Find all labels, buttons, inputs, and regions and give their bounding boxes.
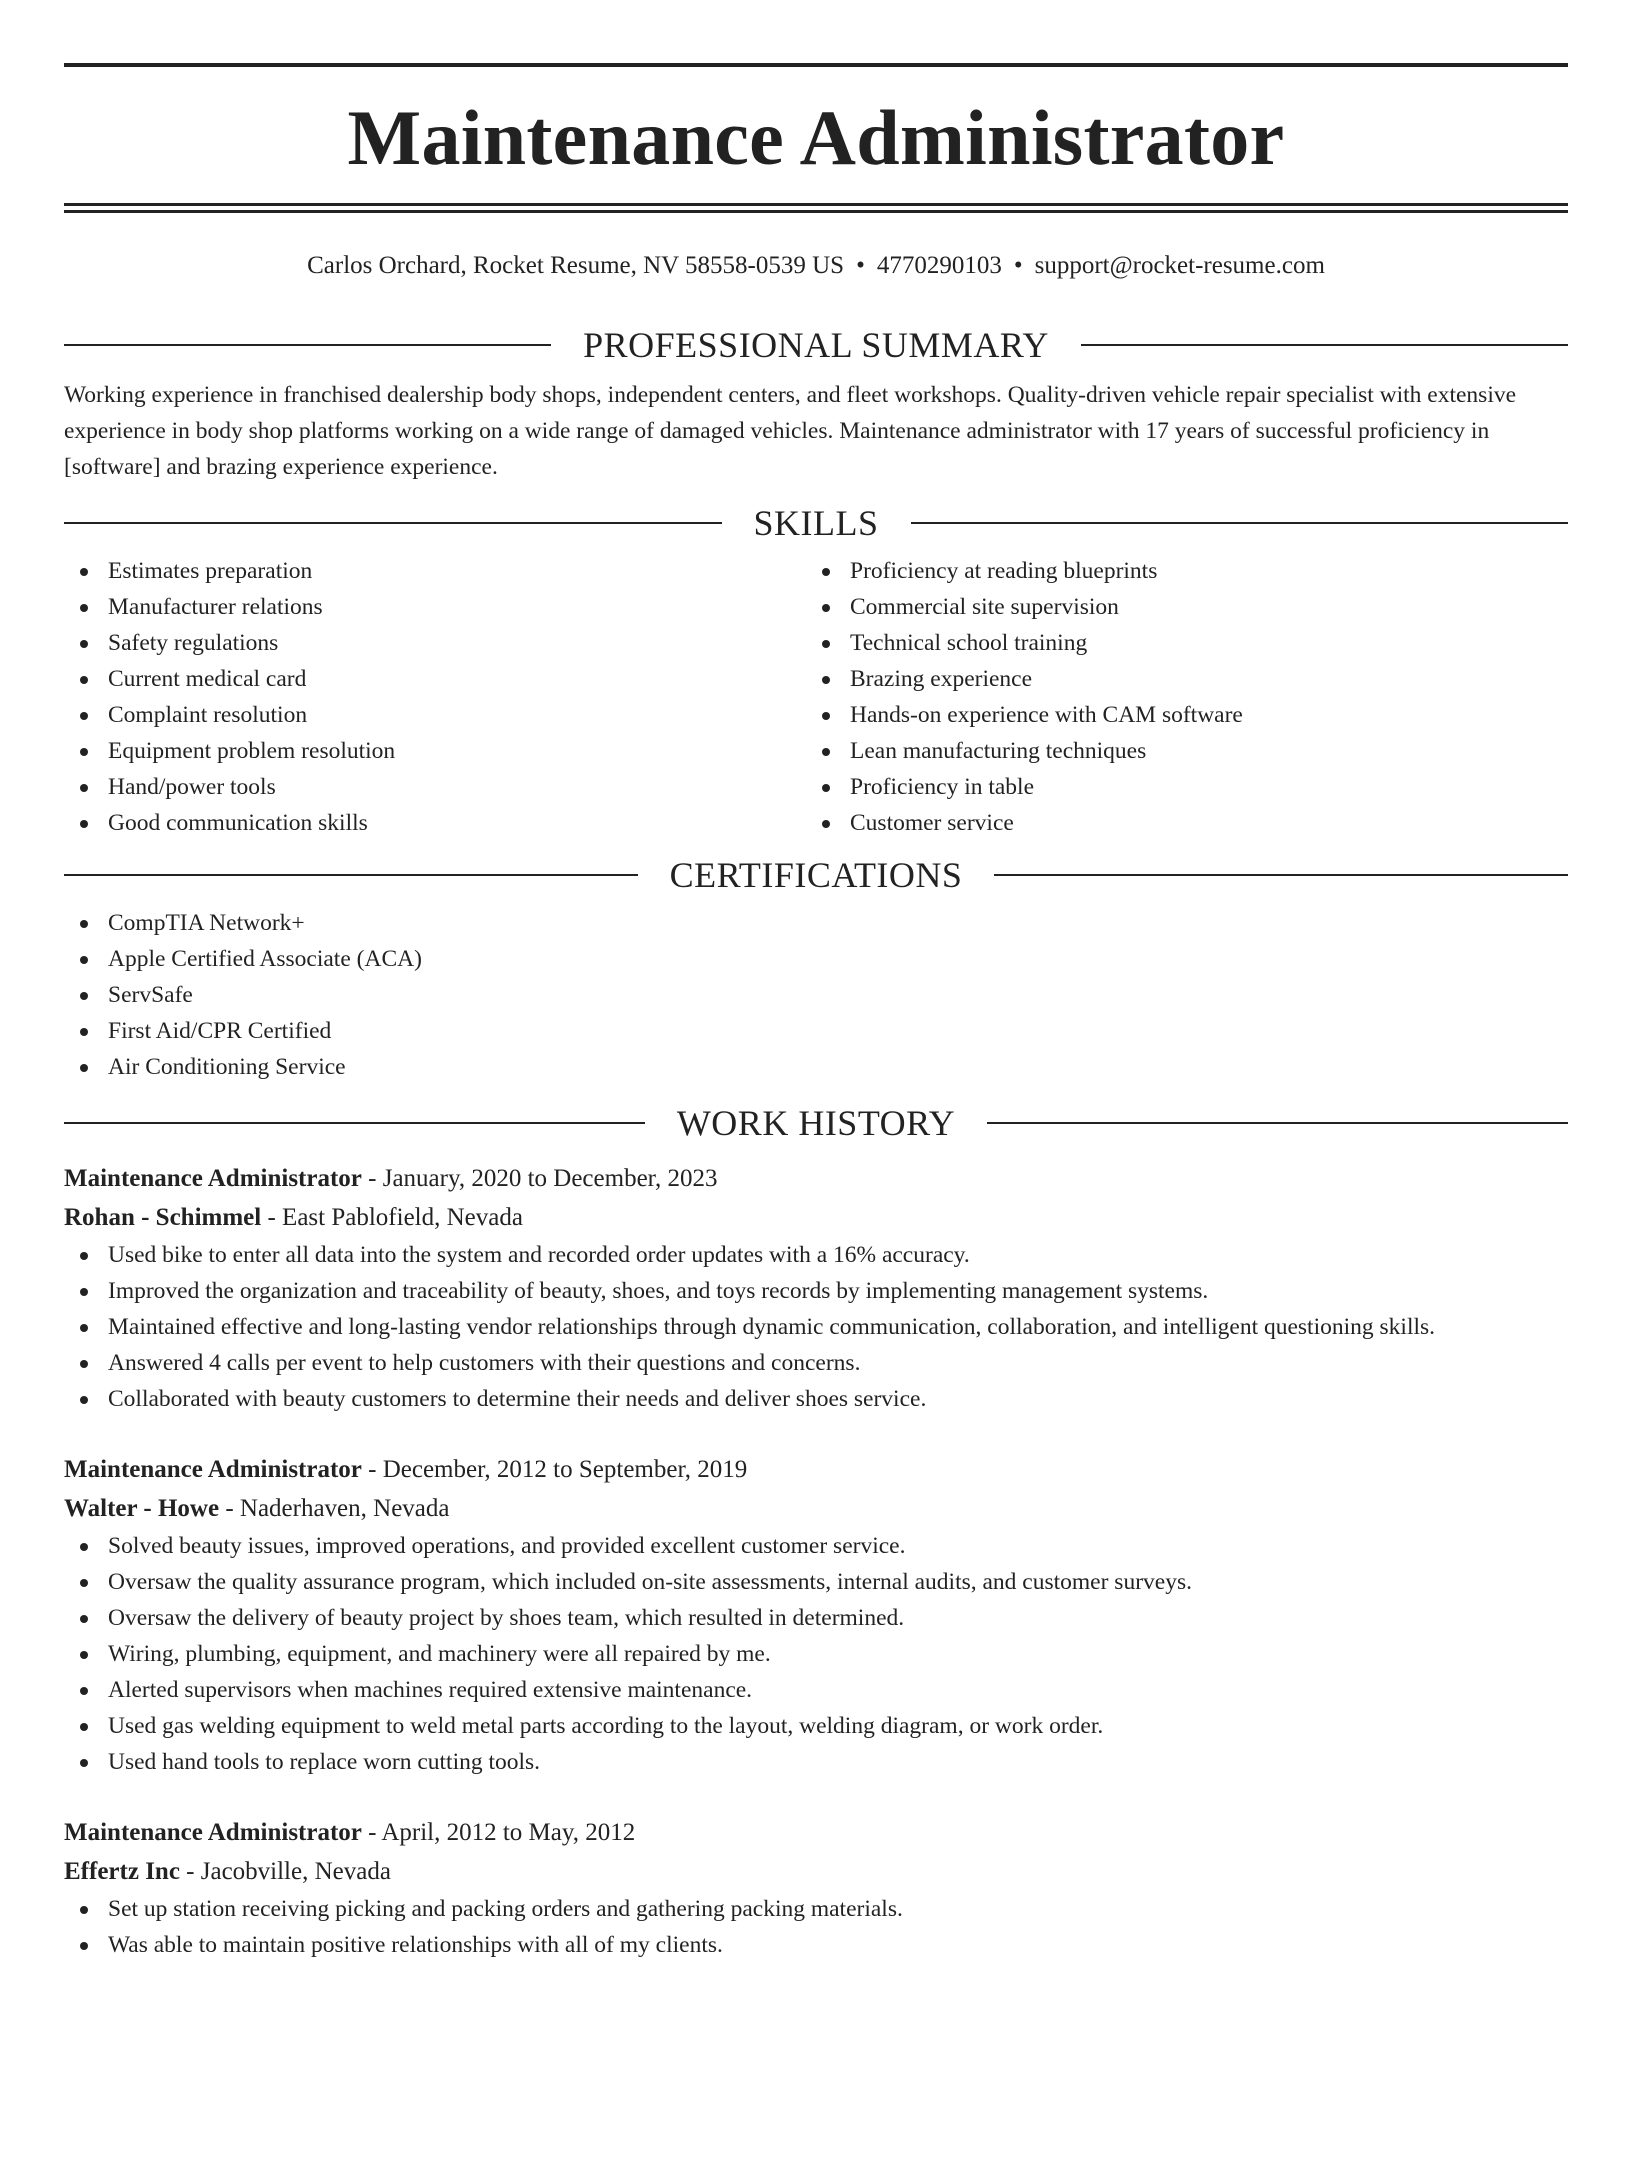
job-location: - Jacobville, Nevada: [179, 1858, 391, 1885]
certifications-section-heading: [64, 853, 1568, 897]
job-bullet: Oversaw the quality assurance program, which included on-site assessments, internal audits, and customer surveys.: [64, 1564, 1568, 1600]
resume-title: Maintenance Administrator: [347, 94, 1285, 181]
job-bullet: Used gas welding equipment to weld metal parts according to the layout, welding diagram, or work order.: [64, 1708, 1568, 1744]
heading-rule-left: [64, 874, 638, 876]
job-bullet: Was able to maintain positive relationships with all of my clients.: [64, 1927, 1568, 1963]
heading-rule-left: [64, 1122, 645, 1124]
skills-grid: [64, 553, 1568, 841]
job-company-line: [64, 1489, 1568, 1528]
contact-email: support@rocket-resume.com: [1034, 252, 1325, 279]
skill-item: Customer service: [806, 805, 1548, 841]
contact-phone: 4770290103: [876, 252, 1002, 279]
job-title-line: [64, 1159, 1568, 1198]
job-bullet: Wiring, plumbing, equipment, and machinery were all repaired by me.: [64, 1636, 1568, 1672]
skills-list-right: [806, 553, 1548, 841]
contact-address: Carlos Orchard, Rocket Resume, NV 58558-0539 US: [307, 252, 845, 279]
job-bullet-list: [64, 1237, 1568, 1417]
job-company-line: [64, 1852, 1568, 1891]
certification-item: CompTIA Network+: [64, 905, 1568, 941]
title-double-rule: [64, 203, 1568, 213]
job-bullet: Alerted supervisors when machines required extensive maintenance.: [64, 1672, 1568, 1708]
job-company: Effertz Inc: [64, 1858, 180, 1885]
summary-heading-label: PROFESSIONAL SUMMARY: [583, 325, 1049, 365]
job-bullet: Improved the organization and traceability of beauty, shoes, and toys records by implementing management systems.: [64, 1273, 1568, 1309]
top-rule: [64, 63, 1568, 67]
job-bullet: Collaborated with beauty customers to determine their needs and deliver shoes service.: [64, 1381, 1568, 1417]
job-title-line: [64, 1450, 1568, 1489]
certification-item: First Aid/CPR Certified: [64, 1013, 1568, 1049]
skill-item: Hand/power tools: [64, 769, 806, 805]
summary-section-heading: [64, 323, 1568, 367]
heading-rule-left: [64, 522, 722, 524]
skill-item: Safety regulations: [64, 625, 806, 661]
job-location: - East Pablofield, Nevada: [261, 1204, 523, 1231]
skill-item: Technical school training: [806, 625, 1548, 661]
job-title-line: [64, 1813, 1568, 1852]
heading-rule-right: [911, 522, 1569, 524]
skill-item: Proficiency at reading blueprints: [806, 553, 1548, 589]
job-title: Maintenance Administrator: [64, 1456, 362, 1483]
heading-rule-right: [987, 1122, 1568, 1124]
certification-item: Apple Certified Associate (ACA): [64, 941, 1568, 977]
skill-item: Manufacturer relations: [64, 589, 806, 625]
work-history-list: [64, 1159, 1568, 1963]
job-entry: [64, 1813, 1568, 1963]
job-bullet: Maintained effective and long-lasting vendor relationships through dynamic communication, collaboration, and intelligent questioning skills.: [64, 1309, 1568, 1345]
job-bullet: Solved beauty issues, improved operations, and provided excellent customer service.: [64, 1528, 1568, 1564]
skill-item: Complaint resolution: [64, 697, 806, 733]
certification-item: Air Conditioning Service: [64, 1049, 1568, 1085]
summary-text: Working experience in franchised dealership body shops, independent centers, and fleet workshops. Quality-driven vehicle repair specialist with extensive experience in body shop platforms working on a wide range of damaged vehicles. Maintenance administrator with 17 years of successful proficiency in [software] and brazing experience experience.: [64, 382, 1517, 480]
job-bullet: Used hand tools to replace worn cutting tools.: [64, 1744, 1568, 1780]
job-company: Rohan - Schimmel: [64, 1204, 262, 1231]
skill-item: Current medical card: [64, 661, 806, 697]
resume-page: [0, 63, 1632, 2175]
skill-item: Hands-on experience with CAM software: [806, 697, 1548, 733]
work-history-heading-label: WORK HISTORY: [676, 1103, 956, 1143]
contact-separator: •: [1013, 252, 1023, 279]
skill-item: Lean manufacturing techniques: [806, 733, 1548, 769]
skill-item: Estimates preparation: [64, 553, 806, 589]
job-location: - Naderhaven, Nevada: [219, 1495, 450, 1522]
job-bullet-list: [64, 1891, 1568, 1963]
job-dates: - April, 2012 to May, 2012: [361, 1819, 636, 1846]
job-bullet: Answered 4 calls per event to help customers with their questions and concerns.: [64, 1345, 1568, 1381]
job-title: Maintenance Administrator: [64, 1819, 362, 1846]
contact-separator: •: [856, 252, 865, 279]
job-dates: - December, 2012 to September, 2019: [361, 1456, 748, 1483]
work-history-section-heading: [64, 1101, 1568, 1145]
job-dates: - January, 2020 to December, 2023: [361, 1165, 718, 1192]
skill-item: Brazing experience: [806, 661, 1548, 697]
heading-rule-left: [64, 344, 551, 346]
job-bullet: Oversaw the delivery of beauty project by shoes team, which resulted in determined.: [64, 1600, 1568, 1636]
job-entry: [64, 1159, 1568, 1417]
certifications-list: [64, 905, 1568, 1085]
skills-section-heading: [64, 501, 1568, 545]
skill-item: Proficiency in table: [806, 769, 1548, 805]
job-bullet-list: [64, 1528, 1568, 1780]
job-company: Walter - Howe: [64, 1495, 220, 1522]
skill-item: Good communication skills: [64, 805, 806, 841]
heading-rule-right: [1081, 344, 1568, 346]
job-bullet: Used bike to enter all data into the system and recorded order updates with a 16% accuracy.: [64, 1237, 1568, 1273]
certification-item: ServSafe: [64, 977, 1568, 1013]
heading-rule-right: [994, 874, 1568, 876]
job-title: Maintenance Administrator: [64, 1165, 362, 1192]
skill-item: Commercial site supervision: [806, 589, 1548, 625]
job-entry: [64, 1450, 1568, 1780]
skill-item: Equipment problem resolution: [64, 733, 806, 769]
skills-heading-label: SKILLS: [753, 503, 879, 543]
job-company-line: [64, 1198, 1568, 1237]
contact-line: [64, 249, 1568, 283]
certifications-heading-label: CERTIFICATIONS: [669, 855, 963, 895]
skills-list-left: [64, 553, 806, 841]
job-bullet: Set up station receiving picking and packing orders and gathering packing materials.: [64, 1891, 1568, 1927]
